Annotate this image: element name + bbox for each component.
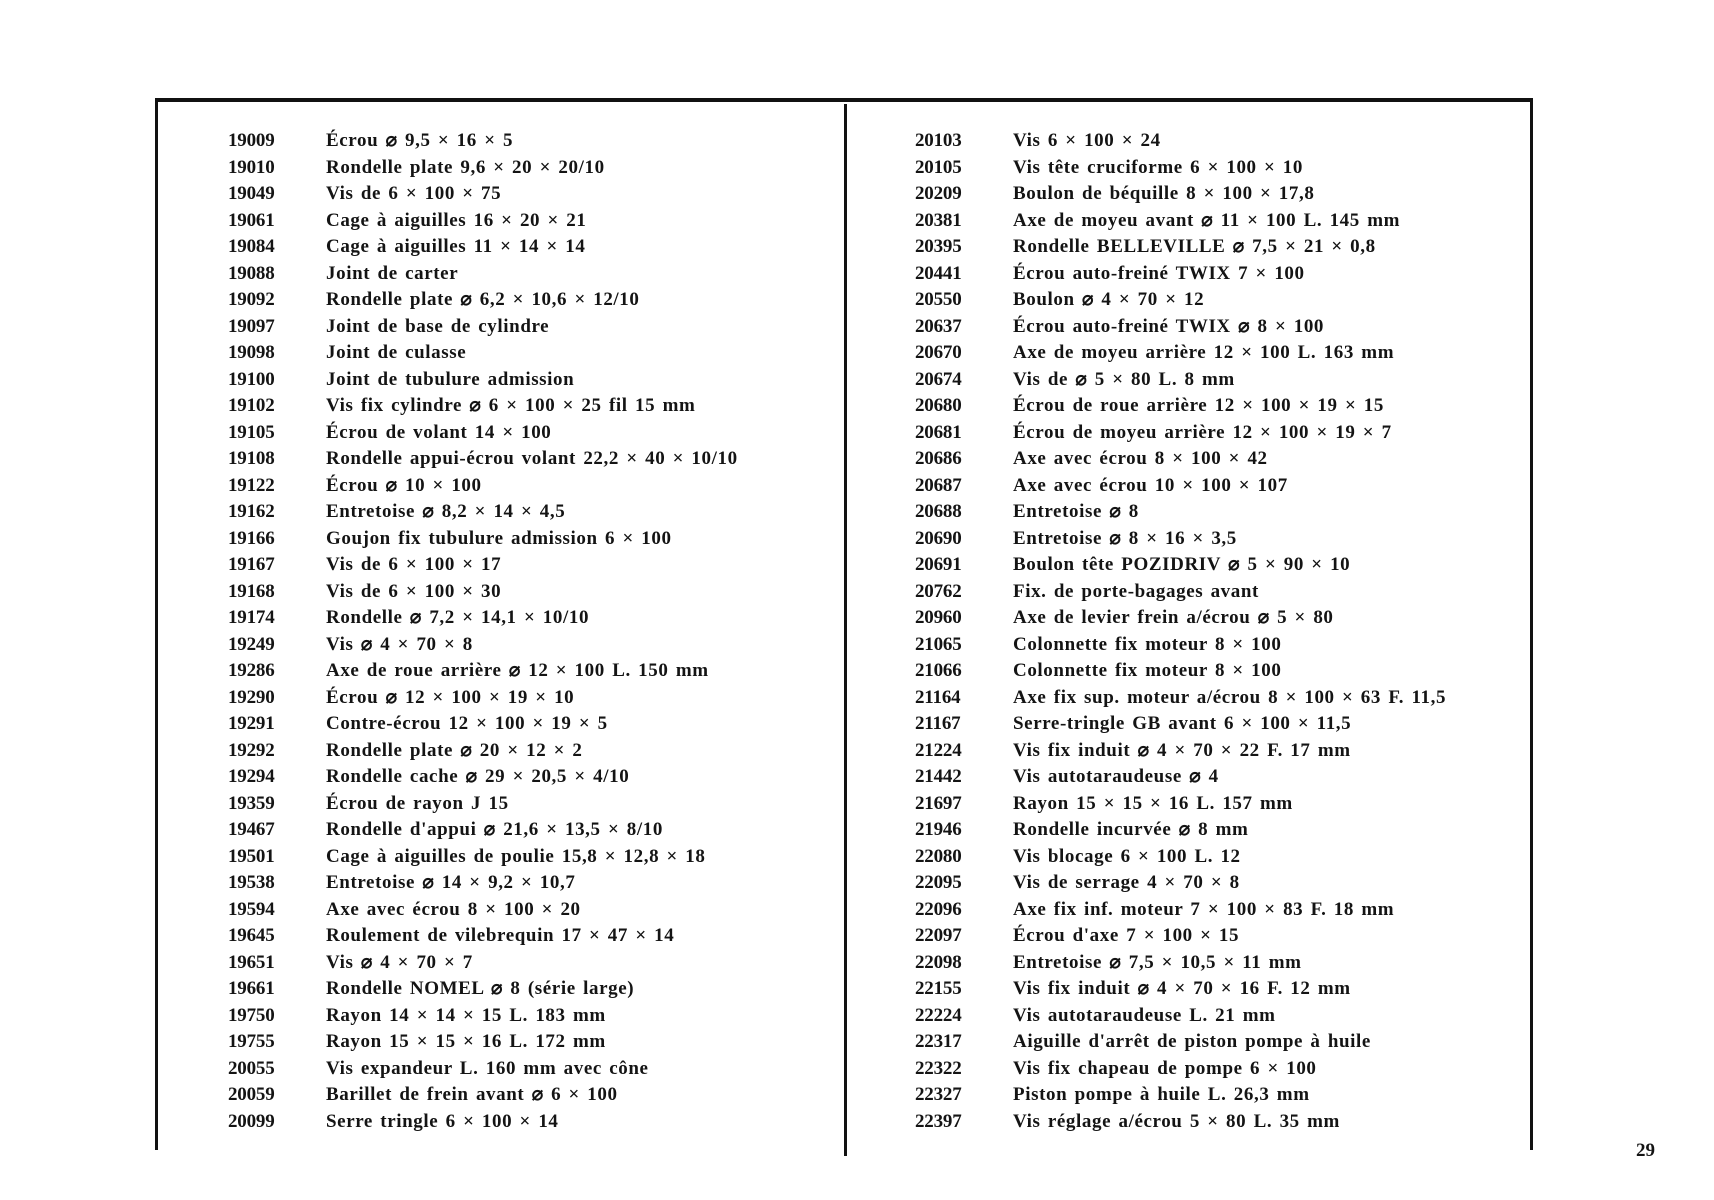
part-number: 20687: [915, 474, 962, 496]
part-number: 19162: [228, 501, 275, 522]
part-description: Goujon fix tubulure admission 6 × 100: [326, 527, 672, 549]
part-number: 19594: [228, 898, 275, 920]
part-row: [915, 261, 1525, 288]
part-description: Contre-écrou 12 × 100 × 19 × 5: [326, 713, 608, 734]
part-number: 21224: [915, 739, 962, 761]
part-number: 20688: [915, 501, 962, 522]
part-number: 19102: [228, 395, 275, 416]
part-description: Rondelle d'appui ⌀ 21,6 × 13,5 × 8/10: [326, 819, 663, 840]
part-number: 20059: [228, 1084, 275, 1105]
part-description: Vis de ⌀ 5 × 80 L. 8 mm: [1013, 368, 1235, 390]
part-description: Rondelle cache ⌀ 29 × 20,5 × 4/10: [326, 766, 630, 787]
part-row: [228, 367, 828, 394]
part-row: [228, 499, 828, 526]
part-number: 20690: [915, 527, 962, 549]
part-number: 22224: [915, 1004, 962, 1026]
part-row: [915, 950, 1525, 977]
part-description: Écrou de volant 14 × 100: [326, 421, 552, 443]
part-number: 21946: [915, 819, 962, 840]
part-description: Vis réglage a/écrou 5 × 80 L. 35 mm: [1013, 1110, 1340, 1132]
part-number: 19290: [228, 686, 275, 708]
part-row: [228, 738, 828, 765]
top-rule: [155, 98, 1533, 102]
part-row: [228, 1003, 828, 1030]
part-description: Vis de 6 × 100 × 30: [326, 580, 502, 602]
middle-rule: [844, 104, 847, 1156]
part-row: [228, 923, 828, 950]
part-row: [228, 685, 828, 712]
part-number: 19292: [228, 739, 275, 761]
part-row: [915, 1082, 1525, 1109]
part-number: 21442: [915, 766, 962, 787]
part-number: 20681: [915, 421, 962, 443]
part-row: [228, 393, 828, 420]
part-row: [915, 128, 1525, 155]
part-row: [228, 128, 828, 155]
part-row: [228, 1056, 828, 1083]
part-row: [915, 208, 1525, 235]
part-description: Roulement de vilebrequin 17 × 47 × 14: [326, 925, 675, 946]
part-row: [915, 367, 1525, 394]
parts-list-right: [915, 128, 1525, 1135]
part-description: Entretoise ⌀ 7,5 × 10,5 × 11 mm: [1013, 951, 1302, 973]
left-rule: [155, 98, 158, 1150]
part-description: Rondelle NOMEL ⌀ 8 (série large): [326, 978, 635, 999]
part-number: 20395: [915, 236, 962, 257]
part-description: Vis fix induit ⌀ 4 × 70 × 16 F. 12 mm: [1013, 978, 1351, 999]
part-number: 21167: [915, 713, 961, 734]
part-row: [915, 658, 1525, 685]
part-description: Aiguille d'arrêt de piston pompe à huile: [1013, 1031, 1371, 1052]
part-row: [915, 1029, 1525, 1056]
part-number: 20680: [915, 395, 962, 416]
part-row: [228, 711, 828, 738]
part-number: 19009: [228, 130, 275, 151]
part-description: Joint de carter: [326, 262, 459, 284]
part-row: [228, 234, 828, 261]
part-row: [228, 208, 828, 235]
part-number: 19294: [228, 766, 275, 787]
part-description: Vis fix induit ⌀ 4 × 70 × 22 F. 17 mm: [1013, 739, 1351, 761]
part-description: Vis de 6 × 100 × 75: [326, 183, 502, 204]
part-description: Colonnette fix moteur 8 × 100: [1013, 660, 1282, 681]
part-row: [228, 552, 828, 579]
part-number: 19084: [228, 236, 275, 257]
part-description: Rondelle incurvée ⌀ 8 mm: [1013, 819, 1249, 840]
part-row: [228, 844, 828, 871]
part-description: Écrou de moyeu arrière 12 × 100 × 19 × 7: [1013, 421, 1392, 443]
part-number: 19168: [228, 580, 275, 602]
part-number: 20550: [915, 289, 962, 310]
part-row: [915, 870, 1525, 897]
part-description: Cage à aiguilles 16 × 20 × 21: [326, 209, 587, 231]
part-number: 20674: [915, 368, 962, 390]
part-row: [228, 976, 828, 1003]
part-row: [915, 897, 1525, 924]
part-row: [228, 950, 828, 977]
part-number: 19100: [228, 368, 275, 390]
part-number: 21697: [915, 792, 962, 814]
part-description: Écrou de rayon J 15: [326, 792, 509, 814]
part-number: 22322: [915, 1057, 962, 1079]
part-description: Axe fix sup. moteur a/écrou 8 × 100 × 63 F. 11,5: [1013, 686, 1447, 708]
part-number: 19049: [228, 183, 275, 204]
part-number: 22155: [915, 978, 962, 999]
part-number: 19167: [228, 554, 275, 575]
part-description: Serre-tringle GB avant 6 × 100 × 11,5: [1013, 713, 1352, 734]
part-description: Rondelle plate 9,6 × 20 × 20/10: [326, 156, 605, 178]
part-row: [228, 632, 828, 659]
part-description: Vis autotaraudeuse ⌀ 4: [1013, 766, 1219, 787]
part-description: Boulon tête POZIDRIV ⌀ 5 × 90 × 10: [1013, 554, 1351, 575]
part-number: 19098: [228, 342, 275, 363]
part-row: [228, 1029, 828, 1056]
part-description: Entretoise ⌀ 14 × 9,2 × 10,7: [326, 872, 576, 893]
part-description: Entretoise ⌀ 8,2 × 14 × 4,5: [326, 501, 566, 522]
part-number: 20637: [915, 315, 962, 337]
part-row: [915, 340, 1525, 367]
part-row: [915, 181, 1525, 208]
part-row: [915, 817, 1525, 844]
part-row: [228, 314, 828, 341]
part-number: 19750: [228, 1004, 275, 1026]
part-description: Rayon 15 × 15 × 16 L. 157 mm: [1013, 792, 1293, 814]
part-number: 22317: [915, 1031, 962, 1052]
part-row: [915, 1003, 1525, 1030]
part-number: 20055: [228, 1057, 275, 1079]
part-description: Rondelle plate ⌀ 20 × 12 × 2: [326, 739, 583, 761]
part-number: 19661: [228, 978, 275, 999]
part-row: [915, 314, 1525, 341]
part-number: 19108: [228, 448, 275, 469]
part-number: 20960: [915, 607, 962, 628]
part-description: Axe de moyeu avant ⌀ 11 × 100 L. 145 mm: [1013, 209, 1401, 231]
part-number: 19286: [228, 660, 275, 681]
part-row: [228, 446, 828, 473]
part-row: [915, 923, 1525, 950]
part-row: [915, 155, 1525, 182]
part-row: [915, 1056, 1525, 1083]
part-number: 22327: [915, 1084, 962, 1105]
part-description: Piston pompe à huile L. 26,3 mm: [1013, 1084, 1310, 1105]
part-row: [228, 817, 828, 844]
right-rule: [1530, 98, 1533, 1150]
part-description: Rondelle appui-écrou volant 22,2 × 40 × 10/10: [326, 448, 738, 469]
part-row: [915, 393, 1525, 420]
part-row: [228, 658, 828, 685]
part-row: [915, 579, 1525, 606]
part-row: [228, 420, 828, 447]
part-row: [915, 791, 1525, 818]
part-row: [228, 473, 828, 500]
part-number: 19122: [228, 474, 275, 496]
part-description: Rayon 14 × 14 × 15 L. 183 mm: [326, 1004, 606, 1026]
part-description: Vis blocage 6 × 100 L. 12: [1013, 845, 1241, 867]
part-number: 20209: [915, 183, 962, 204]
part-description: Vis fix cylindre ⌀ 6 × 100 × 25 fil 15 mm: [326, 395, 696, 416]
part-number: 19538: [228, 872, 275, 893]
part-number: 20686: [915, 448, 962, 469]
part-description: Axe de levier frein a/écrou ⌀ 5 × 80: [1013, 607, 1334, 628]
part-description: Axe avec écrou 8 × 100 × 20: [326, 898, 581, 920]
part-description: Vis ⌀ 4 × 70 × 7: [326, 951, 473, 973]
part-number: 20691: [915, 554, 962, 575]
part-description: Vis fix chapeau de pompe 6 × 100: [1013, 1057, 1317, 1079]
part-description: Barillet de frein avant ⌀ 6 × 100: [326, 1084, 618, 1105]
part-description: Entretoise ⌀ 8: [1013, 501, 1139, 522]
part-row: [915, 526, 1525, 553]
part-number: 19249: [228, 633, 275, 655]
part-description: Axe fix inf. moteur 7 × 100 × 83 F. 18 mm: [1013, 898, 1395, 920]
part-number: 20670: [915, 342, 962, 363]
part-number: 19105: [228, 421, 275, 443]
part-description: Colonnette fix moteur 8 × 100: [1013, 633, 1282, 655]
part-description: Axe de moyeu arrière 12 × 100 L. 163 mm: [1013, 342, 1395, 363]
part-number: 19092: [228, 289, 275, 310]
part-description: Écrou auto-freiné TWIX 7 × 100: [1013, 262, 1305, 284]
part-number: 22098: [915, 951, 962, 973]
part-description: Vis 6 × 100 × 24: [1013, 130, 1161, 151]
part-row: [228, 897, 828, 924]
part-description: Axe avec écrou 8 × 100 × 42: [1013, 448, 1268, 469]
part-number: 20105: [915, 156, 962, 178]
part-number: 19651: [228, 951, 275, 973]
part-number: 20103: [915, 130, 962, 151]
part-description: Joint de base de cylindre: [326, 315, 550, 337]
part-description: Vis tête cruciforme 6 × 100 × 10: [1013, 156, 1303, 178]
part-number: 20381: [915, 209, 962, 231]
part-description: Entretoise ⌀ 8 × 16 × 3,5: [1013, 527, 1237, 549]
part-number: 22095: [915, 872, 962, 893]
part-description: Écrou ⌀ 12 × 100 × 19 × 10: [326, 686, 575, 708]
part-row: [228, 1082, 828, 1109]
part-description: Joint de tubulure admission: [326, 368, 575, 390]
part-number: 22397: [915, 1110, 962, 1132]
part-description: Écrou auto-freiné TWIX ⌀ 8 × 100: [1013, 315, 1325, 337]
part-description: Cage à aiguilles 11 × 14 × 14: [326, 236, 586, 257]
part-description: Rayon 15 × 15 × 16 L. 172 mm: [326, 1031, 606, 1052]
part-description: Vis de 6 × 100 × 17: [326, 554, 502, 575]
part-number: 22080: [915, 845, 962, 867]
part-row: [915, 764, 1525, 791]
part-description: Écrou ⌀ 10 × 100: [326, 474, 482, 496]
part-row: [915, 632, 1525, 659]
part-row: [915, 420, 1525, 447]
part-number: 19291: [228, 713, 275, 734]
part-row: [915, 685, 1525, 712]
part-number: 21065: [915, 633, 962, 655]
part-description: Écrou de roue arrière 12 × 100 × 19 × 15: [1013, 395, 1384, 416]
part-row: [228, 261, 828, 288]
part-number: 22097: [915, 925, 962, 946]
part-number: 20441: [915, 262, 962, 284]
part-row: [915, 473, 1525, 500]
part-number: 20099: [228, 1110, 275, 1132]
part-description: Écrou d'axe 7 × 100 × 15: [1013, 925, 1240, 946]
part-row: [228, 1109, 828, 1136]
part-row: [228, 791, 828, 818]
part-row: [228, 287, 828, 314]
part-row: [915, 844, 1525, 871]
part-row: [228, 870, 828, 897]
part-description: Boulon de béquille 8 × 100 × 17,8: [1013, 183, 1315, 204]
part-row: [915, 1109, 1525, 1136]
part-row: [915, 234, 1525, 261]
part-description: Vis de serrage 4 × 70 × 8: [1013, 872, 1240, 893]
part-description: Rondelle BELLEVILLE ⌀ 7,5 × 21 × 0,8: [1013, 236, 1376, 257]
part-description: Vis expandeur L. 160 mm avec cône: [326, 1057, 649, 1079]
part-row: [228, 340, 828, 367]
part-number: 19166: [228, 527, 275, 549]
part-number: 19755: [228, 1031, 275, 1052]
part-row: [228, 764, 828, 791]
part-number: 19097: [228, 315, 275, 337]
part-number: 19010: [228, 156, 275, 178]
part-number: 19174: [228, 607, 275, 628]
part-description: Écrou ⌀ 9,5 × 16 × 5: [326, 130, 514, 151]
part-number: 21066: [915, 660, 962, 681]
page-number: 29: [1636, 1140, 1655, 1161]
part-row: [915, 711, 1525, 738]
part-number: 21164: [915, 686, 961, 708]
part-description: Axe de roue arrière ⌀ 12 × 100 L. 150 mm: [326, 660, 709, 681]
part-row: [228, 605, 828, 632]
part-number: 19061: [228, 209, 275, 231]
part-description: Rondelle ⌀ 7,2 × 14,1 × 10/10: [326, 607, 590, 628]
part-number: 20762: [915, 580, 962, 602]
part-description: Vis autotaraudeuse L. 21 mm: [1013, 1004, 1276, 1026]
part-row: [228, 155, 828, 182]
part-number: 19088: [228, 262, 275, 284]
part-row: [915, 605, 1525, 632]
parts-list-left: [228, 128, 828, 1135]
part-description: Joint de culasse: [326, 342, 467, 363]
part-description: Axe avec écrou 10 × 100 × 107: [1013, 474, 1288, 496]
part-number: 22096: [915, 898, 962, 920]
part-row: [915, 552, 1525, 579]
part-number: 19645: [228, 925, 275, 946]
part-description: Rondelle plate ⌀ 6,2 × 10,6 × 12/10: [326, 289, 640, 310]
part-row: [915, 499, 1525, 526]
part-row: [228, 526, 828, 553]
part-row: [915, 446, 1525, 473]
part-row: [228, 181, 828, 208]
part-number: 19467: [228, 819, 275, 840]
part-row: [915, 976, 1525, 1003]
part-description: Vis ⌀ 4 × 70 × 8: [326, 633, 473, 655]
part-number: 19359: [228, 792, 275, 814]
part-description: Serre tringle 6 × 100 × 14: [326, 1110, 559, 1132]
part-description: Fix. de porte-bagages avant: [1013, 580, 1259, 602]
part-description: Boulon ⌀ 4 × 70 × 12: [1013, 289, 1205, 310]
part-number: 19501: [228, 845, 275, 867]
part-row: [915, 287, 1525, 314]
part-row: [915, 738, 1525, 765]
part-row: [228, 579, 828, 606]
part-description: Cage à aiguilles de poulie 15,8 × 12,8 × 18: [326, 845, 706, 867]
